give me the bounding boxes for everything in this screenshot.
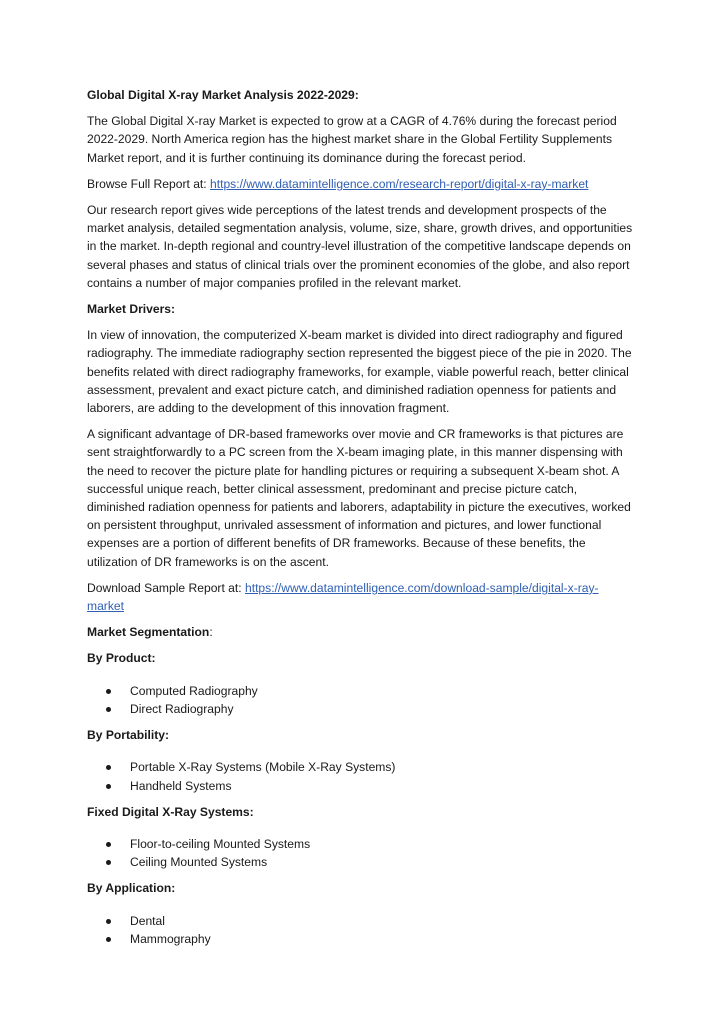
market-segmentation-colon: : (209, 625, 213, 640)
list-item: Ceiling Mounted Systems (87, 853, 635, 871)
fixed-systems-heading: Fixed Digital X-Ray Systems: (87, 804, 254, 819)
bullet-icon (106, 765, 111, 770)
list-item: Handheld Systems (87, 777, 635, 795)
fixed-systems-list (87, 835, 635, 871)
market-segmentation-line (87, 623, 635, 641)
list-item: Direct Radiography (87, 700, 635, 718)
market-segmentation-heading: Market Segmentation (87, 625, 210, 640)
page-title: Global Digital X-ray Market Analysis 2022-2029: (87, 88, 359, 102)
download-sample-line (87, 579, 635, 615)
browse-report-line (87, 175, 635, 193)
download-sample-link[interactable]: https://www.datamintelligence.com/download-sample/digital-x-ray-market (87, 580, 599, 614)
research-paragraph: Our research report gives wide perceptions of the latest trends and development prospects of the market analysis, detailed segmentation analysis, volume, size, share, growth drives, and opportunities in the market. In-depth regional and country-level illustration of the competitive landscape depends on several phases and status of clinical trials over the prominent economies of the globe, and also report contains a number of major companies profiled in the relevant market. (87, 203, 633, 290)
list-item: Computed Radiography (87, 682, 635, 700)
by-application-heading: By Application: (87, 881, 176, 896)
document-page (87, 86, 635, 956)
bullet-icon (106, 784, 111, 789)
download-sample-label: Download Sample Report at: (87, 580, 245, 595)
bullet-icon (106, 937, 111, 942)
drivers-paragraph-1: In view of innovation, the computerized X-beam market is divided into direct radiography and figured radiography. The immediate radiography section represented the biggest piece of the pie in 2020. The benefits related with direct radiography frameworks, for example, viable powerful reach, better clinical assessment, prevalent and exact picture catch, and diminished radiation openness for patients and laborers, are adding to the development of this innovation fragment. (87, 328, 632, 416)
bullet-icon (106, 842, 111, 847)
intro-paragraph: The Global Digital X-ray Market is expected to grow at a CAGR of 4.76% during the forecast period 2022-2029. North America region has the highest market share in the Global Fertility Supplements Market report, and it is further continuing its dominance during the forecast period. (87, 114, 617, 165)
market-drivers-heading: Market Drivers: (87, 302, 176, 317)
by-portability-list (87, 758, 635, 794)
bullet-icon (106, 919, 111, 924)
bullet-icon (106, 689, 111, 694)
by-product-list (87, 682, 635, 718)
by-product-heading: By Product: (87, 651, 156, 666)
bullet-icon (106, 707, 111, 712)
list-item: Dental (87, 912, 635, 930)
by-portability-heading: By Portability: (87, 728, 169, 743)
bullet-icon (106, 860, 111, 865)
drivers-paragraph-2: A significant advantage of DR-based frameworks over movie and CR frameworks is that pictures are sent straightforwardly to a PC screen from the X-beam imaging plate, in this manner dispensing with the need to recover the picture plate for handling pictures or requiring a subsequent X-beam shot. A successful unique reach, better clinical assessment, predominant and precise picture catch, diminished radiation openness for patients and laborers, adaptability in picture the executives, worked on persistent throughput, unrivaled assessment of information and pictures, and lower functional expenses are a portion of different benefits of DR frameworks. Because of these benefits, the utilization of DR frameworks is on the ascent. (87, 427, 631, 569)
browse-report-label: Browse Full Report at: (87, 176, 210, 191)
list-item: Portable X-Ray Systems (Mobile X-Ray Systems) (87, 758, 635, 776)
list-item: Floor-to-ceiling Mounted Systems (87, 835, 635, 853)
by-application-list (87, 912, 635, 948)
browse-report-link[interactable]: https://www.datamintelligence.com/research-report/digital-x-ray-market (210, 176, 589, 191)
list-item: Mammography (87, 930, 635, 948)
